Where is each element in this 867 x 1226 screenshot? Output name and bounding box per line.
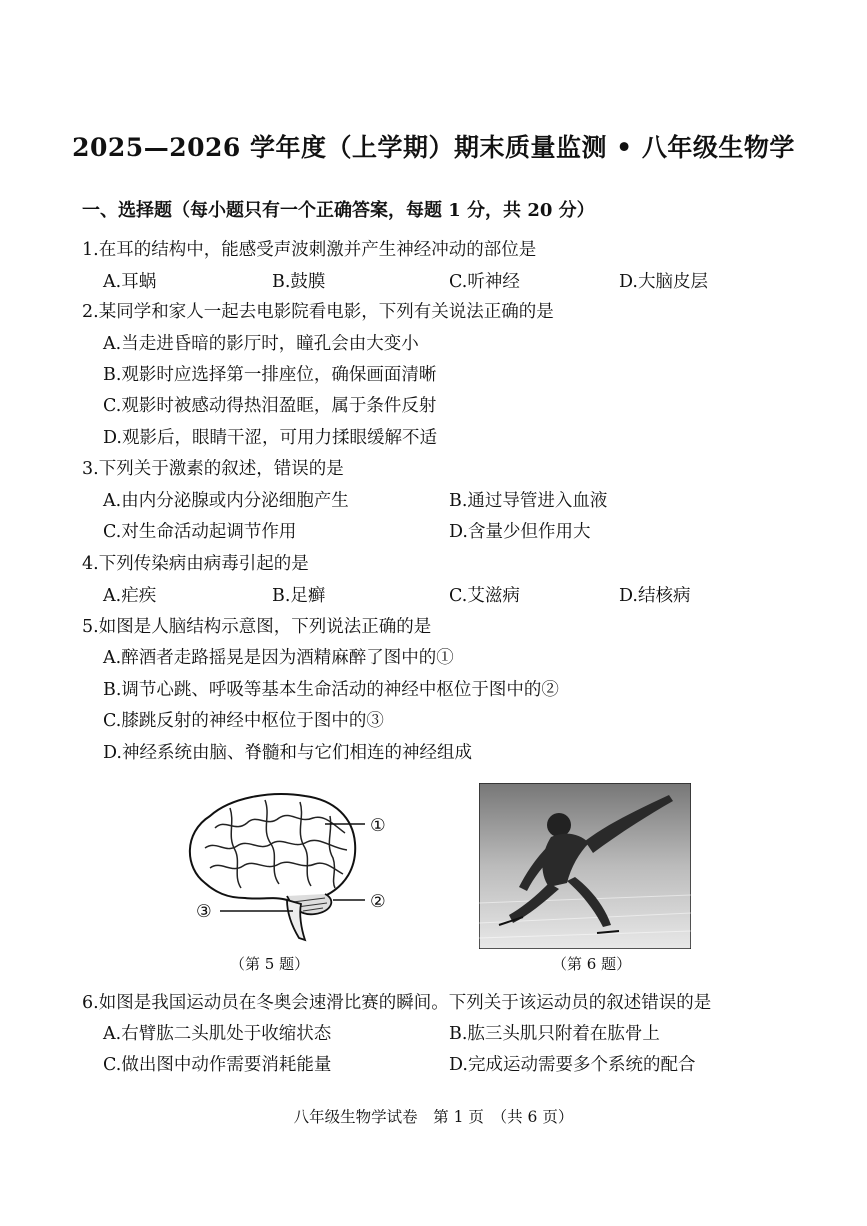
page-footer: 八年级生物学试卷 第 1 页 （共 6 页）	[293, 1108, 574, 1126]
option-d: D.含量少但作用大	[449, 522, 591, 542]
option-a: A.疟疾	[103, 586, 157, 606]
option-a: A.当走进昏暗的影厅时，瞳孔会由大变小	[103, 334, 419, 354]
option-c: C.对生命活动起调节作用	[103, 522, 297, 542]
option-c: C.听神经	[449, 272, 520, 292]
option-a: A.右臂肱二头肌处于收缩状态	[103, 1024, 332, 1044]
option-a: A.耳蜗	[103, 272, 157, 292]
figure-caption-5: （第 5 题）	[230, 955, 310, 973]
option-b: B.足癣	[272, 586, 326, 606]
question-stem: 5.如图是人脑结构示意图，下列说法正确的是	[82, 617, 432, 637]
brain-label-1: ①	[370, 816, 386, 836]
option-a: A.由内分泌腺或内分泌细胞产生	[103, 491, 349, 511]
option-a: A.醉酒者走路摇晃是因为酒精麻醉了图中的①	[103, 648, 454, 668]
option-c: C.做出图中动作需要消耗能量	[103, 1055, 332, 1075]
option-d: D.完成运动需要多个系统的配合	[449, 1055, 696, 1075]
option-d: D.结核病	[619, 586, 691, 606]
question-stem: 6.如图是我国运动员在冬奥会速滑比赛的瞬间。下列关于该运动员的叙述错误的是	[82, 993, 712, 1013]
question-stem: 2.某同学和家人一起去电影院看电影，下列有关说法正确的是	[82, 302, 554, 322]
section-heading: 一、选择题（每小题只有一个正确答案，每题 1 分，共 20 分）	[82, 200, 595, 221]
brain-diagram	[175, 788, 405, 948]
page-title: 2025—2026 学年度（上学期）期末质量监测 • 八年级生物学	[72, 133, 795, 162]
brain-label-3: ③	[196, 902, 212, 922]
option-c: C.艾滋病	[449, 586, 520, 606]
figure-caption-6: （第 6 题）	[552, 955, 632, 973]
speed-skater-photo	[479, 783, 691, 949]
option-c: C.膝跳反射的神经中枢位于图中的③	[103, 711, 384, 731]
brain-label-2: ②	[370, 892, 386, 912]
question-stem: 3.下列关于激素的叙述，错误的是	[82, 459, 344, 479]
option-b: B.观影时应选择第一排座位，确保画面清晰	[103, 365, 437, 385]
option-b: B.肱三头肌只附着在肱骨上	[449, 1024, 660, 1044]
question-stem: 1.在耳的结构中，能感受声波刺激并产生神经冲动的部位是	[82, 240, 537, 260]
option-b: B.鼓膜	[272, 272, 326, 292]
option-c: C.观影时被感动得热泪盈眶，属于条件反射	[103, 396, 437, 416]
question-stem: 4.下列传染病由病毒引起的是	[82, 554, 309, 574]
option-b: B.通过导管进入血液	[449, 491, 608, 511]
option-d: D.神经系统由脑、脊髓和与它们相连的神经组成	[103, 743, 472, 763]
option-d: D.观影后，眼睛干涩，可用力揉眼缓解不适	[103, 428, 437, 448]
option-d: D.大脑皮层	[619, 272, 708, 292]
option-b: B.调节心跳、呼吸等基本生命活动的神经中枢位于图中的②	[103, 680, 559, 700]
